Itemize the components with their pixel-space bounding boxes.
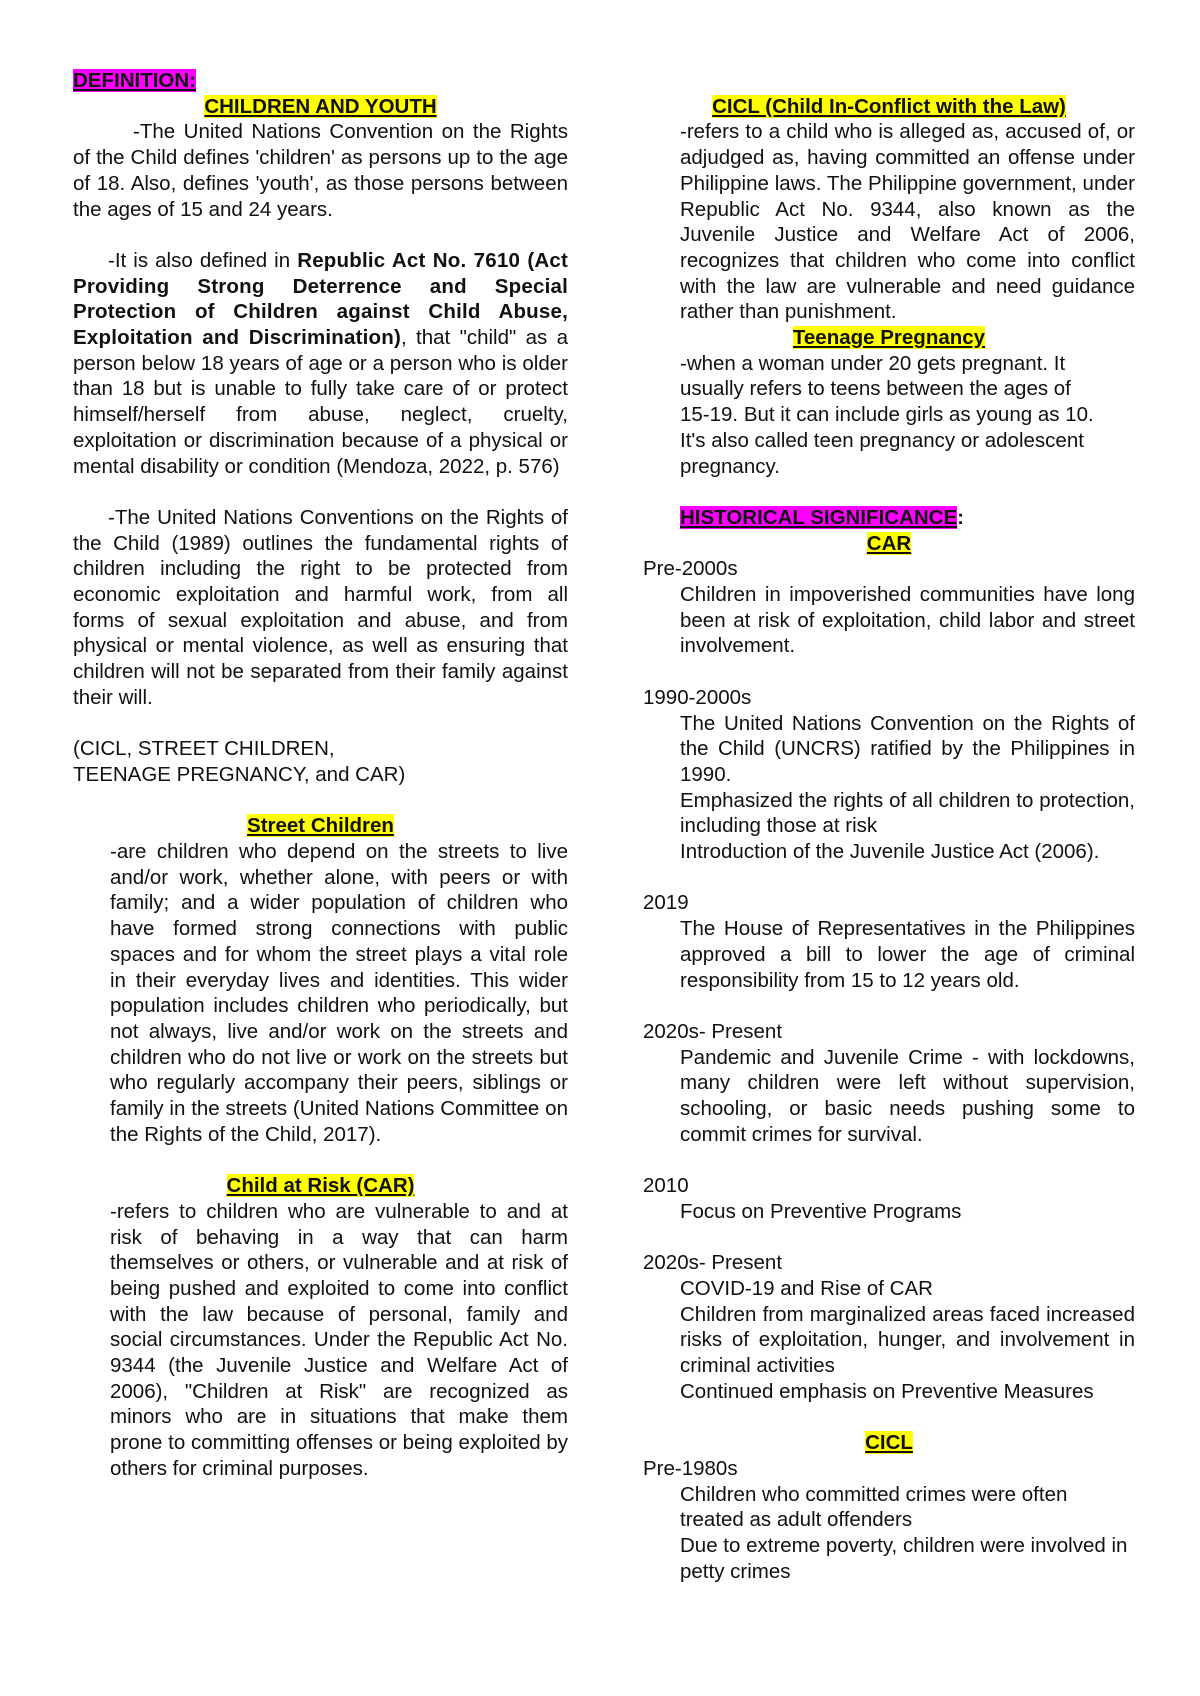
history-period: 2020s- Present [643,1019,783,1043]
teen-pregnancy-heading: Teenage Pregnancy [792,326,986,350]
teen-line: pregnancy. [680,454,780,478]
car-history-entry [643,685,1135,865]
teen-line: It's also called teen pregnancy or adolescent [680,428,1084,452]
history-item: Pandemic and Juvenile Crime - with lockdowns, many children were left without supervision, schooling, or basic needs pushing some to commit crimes for survival. [680,1045,1135,1146]
history-period: Pre-1980s [643,1456,738,1480]
history-item: Emphasized the rights of all children to protection, including those at risk [680,788,1135,838]
street-children-text: -are children who depend on the streets to live and/or work, whether alone, with peers or with family; and a wider population of children who have formed strong connections with public spaces and for whom the street plays a vital role in their everyday lives and identities. This wider population includes children who periodically, but not always, live and/or work on the streets and children who do not live or work on the streets but who regularly accompany their peers, siblings or family in the streets (United Nations Committee on the Rights of the Child, 2017). [110,840,568,1146]
cicl-text: -refers to a child who is alleged as, accused of, or adjudged as, having committed an offense under Philippine laws. The Philippine government, under Republic Act No. 9344, also known as the Juvenile Justice and Welfare Act of 2006, recognizes that children who come into conflict with the law are vulnerable and need guidance rather than punishment. [680,120,1135,324]
history-item: Children in impoverished communities have long been at risk of exploitation, child labor and street involvement. [680,583,1135,658]
cicl-history-entry [643,1456,1135,1585]
historical-heading: HISTORICAL SIGNIFICANCE: [680,505,965,529]
history-item: COVID-19 and Rise of CAR [680,1276,933,1300]
history-period: 2019 [643,891,689,915]
cicl-heading: CICL (Child In-Conflict with the Law) [712,94,1066,118]
history-item: The United Nations Convention on the Rights of the Child (UNCRS) ratified by the Philippines in 1990. [680,711,1135,786]
definition-heading: DEFINITION: [73,69,196,92]
street-children-heading: Street Children [247,814,394,838]
history-period: 2010 [643,1174,689,1198]
car-history-entry [643,890,1135,993]
teen-line: 15-19. But it can include girls as young as 10. [680,403,1094,427]
left-column [73,68,568,1482]
car-history-entry [643,1019,1135,1148]
group-line-1: (CICL, STREET CHILDREN, [73,737,335,761]
car-text: -refers to children who are vulnerable to and at risk of behaving in a way that can harm themselves or others, or vulnerable and at risk of being pushed and exploited to come into conflict with the law because of personal, family and social circumstances. Under the Republic Act No. 9344 (the Juvenile Justice and Welfare Act of 2006), "Children at Risk" are recognized as minors who are in situations that make them prone to committing offenses or being exploited by others for criminal purposes. [110,1199,568,1480]
children-definition-paragraph: -The United Nations Convention on the Rights of the Child defines 'children' as persons up to the age of 18. Also, defines 'youth', as those persons between the ages of 15 and 24 years. [73,120,568,221]
history-item: Focus on Preventive Programs [680,1199,962,1223]
car-heading: Child at Risk (CAR) [226,1174,415,1198]
car-history-entry [643,556,1135,659]
car-history-heading: CAR [866,531,912,555]
history-item: Continued emphasis on Preventive Measures [680,1379,1094,1403]
uncrc-paragraph: -The United Nations Conventions on the Rights of the Child (1989) outlines the fundamental rights of children including the right to be protected from economic exploitation and harmful work, from all forms of sexual exploitation and abuse, and from physical or mental violence, as well as ensuring that children will not be separated from their family against their will. [73,505,568,709]
history-period: 2020s- Present [643,1251,783,1275]
history-period: Pre-2000s [643,557,738,581]
group-line-2: TEENAGE PREGNANCY, and CAR) [73,762,406,786]
teen-line: usually refers to teens between the ages of [680,377,1071,401]
teen-line: -when a woman under 20 gets pregnant. It [680,351,1066,375]
history-item: Introduction of the Juvenile Justice Act (2006). [680,840,1100,864]
history-item: The House of Representatives in the Philippines approved a bill to lower the age of criminal responsibility from 15 to 12 years old. [680,917,1135,992]
car-history-entry [643,1173,1135,1224]
history-period: 1990-2000s [643,685,752,709]
cicl-history-heading: CICL [865,1431,913,1455]
ra-7610-paragraph: -It is also defined in Republic Act No. 7610 (Act Providing Strong Deterrence and Special Protection of Children against Child Abuse, Exploitation and Discrimination), that "child" as a person below 18 years of age or a person who is older than 18 but is unable to fully take care of or protect himself/herself from abuse, neglect, cruelty, exploitation or discrimination because of a physical or mental disability or condition (Mendoza, 2022, p. 576) [73,248,568,478]
right-column [643,68,1135,1584]
history-item: Due to extreme poverty, children were involved in petty crimes [680,1533,1128,1583]
children-youth-heading: CHILDREN AND YOUTH [204,94,437,118]
car-history-entry [643,1250,1135,1404]
teen-pregnancy-text [643,351,1135,480]
history-item: Children who committed crimes were often treated as adult offenders [680,1482,1068,1532]
history-item: Children from marginalized areas faced increased risks of exploitation, hunger, and involvement in criminal activities [680,1302,1135,1378]
